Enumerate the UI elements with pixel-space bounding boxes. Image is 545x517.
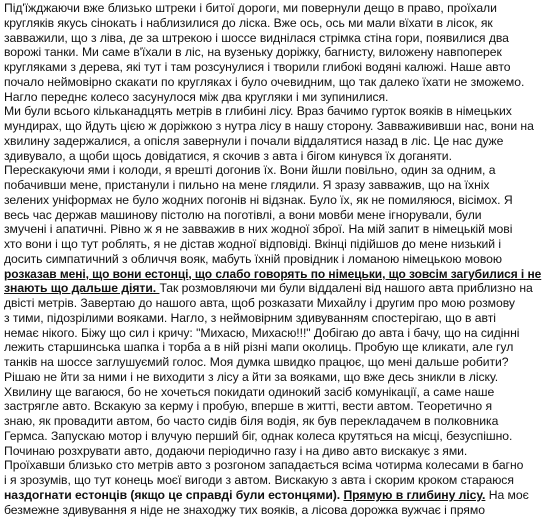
text-line	[4, 163, 541, 178]
text-line	[4, 267, 541, 282]
text-run: Хвилину ще вагаюся, бо не хочеться покидати одинокий засіб комунікації, а саме наше	[4, 385, 494, 399]
text-line	[4, 355, 541, 370]
text-line	[4, 399, 541, 414]
text-line	[4, 75, 541, 90]
text-line	[4, 45, 541, 60]
text-line	[4, 414, 541, 429]
text-line	[4, 473, 541, 488]
text-run: весь час держав машинову пістолю на поготівлі, а вони мовби мене ігнорували, були	[4, 208, 482, 222]
text-run: змучені і апатичні. Рівно ж я не завважив в них жодної зброї. На мій запит в німецькій мові	[4, 222, 512, 236]
text-run: Прямую в глибину лісу.	[343, 488, 485, 502]
text-line	[4, 237, 541, 252]
text-line	[4, 208, 541, 223]
text-line	[4, 281, 541, 296]
text-run: і я зрозумів, що тут конець моєї вигоди з автом. Вискакую з авта і скорим кроком стараюся	[4, 473, 514, 487]
text-line	[4, 311, 541, 326]
text-run: почало неймовірно скакати по кругляках і було очевидним, що так далеко їхати не зможемо.	[4, 75, 524, 89]
text-run: побачивши мене, пристанули і пильно на мене глядили. Я зразу завважив, що на їхніх	[4, 178, 489, 192]
text-run: Перескакуючи ями і колоди, я врешті догонив їх. Вони йшли повільно, один за одним, а	[4, 163, 495, 177]
text-run: кругляків якусь сінокать і наблизилися до ліска. Вже ось, ось ми мали вїхати в лісок, як	[4, 16, 493, 30]
text-run: застрягле авто. Вскакую за керму і пробую, вперше в житті, вести автом. Теоретично я	[4, 399, 492, 413]
text-line	[4, 503, 541, 517]
text-run: ворожі танки. Ми саме в'їхали в ліс, на вузеньку доріжку, багнисту, виложену навпоперек	[4, 45, 502, 59]
text-line	[4, 429, 541, 444]
text-run: двісті метрів. Завертаю до нашого авта, щоб розказати Михайлу і другим про мою розмову	[4, 296, 515, 310]
text-run: Рішаю не йти за ними і не виходити з лісу а йти за вояками, що вже десь зникли в ліску.	[4, 370, 498, 384]
text-run: Нагло переднє колесо засунулося між два кругляки і ми зупинилися.	[4, 90, 388, 104]
text-line	[4, 104, 541, 119]
text-run: Під'їжджаючи вже близько штреки і битої дороги, ми повернули дещо в право, проїхали	[4, 1, 497, 15]
text-run: Починаю розхрувати авто, додаючи періодично газу і на диво авто вискакує з ями.	[4, 444, 467, 458]
text-line	[4, 193, 541, 208]
text-run: зелених уніформах не було жодних погонів ні відзнак. Було їх, як не помиляюся, вісімох. Я	[4, 193, 513, 207]
text-run: Гермса. Запускаю мотор і влучую перший біг, однак колеса крутяться на місці, безуспішно.	[4, 429, 512, 443]
text-line	[4, 385, 541, 400]
text-line	[4, 31, 541, 46]
text-run: немає нікого. Біжу що сил і кричу: "Михасю, Михасю!!!" Добігаю до авта і бачу, що на сидінні	[4, 326, 519, 340]
text-line	[4, 16, 541, 31]
text-line	[4, 134, 541, 149]
text-line	[4, 178, 541, 193]
text-line	[4, 488, 541, 503]
text-run: хвилину задержалися, а опісля завернули і почали віддалятися назад в ліс. Це нас дуже	[4, 134, 503, 148]
text-run: танків на шоссе заглушуємий голос. Моя думка швидко працює, що мені дальше робити?	[4, 355, 509, 369]
text-line	[4, 252, 541, 267]
text-line	[4, 1, 541, 16]
text-run: наздогнати естонців (якщо це справді були естонцями).	[4, 488, 343, 502]
text-line	[4, 326, 541, 341]
text-line	[4, 296, 541, 311]
text-run: здивувало, а щоби щось довідатися, я скочив з авта і бігом кинувся їх доганяти.	[4, 149, 452, 163]
text-run: безмежне здивування я ніде не знаходжу тих вояків, а лісова дорожка вужчає і прямо	[4, 503, 485, 517]
text-run: досить симпатичний з обличчя вояк, мабуть їхній провідник і ломаною німецькою мовою	[4, 252, 502, 266]
text-run: завважили, що з ліва, де за штрекою і шоссе виднілася стрімка стіна гори, появилися два	[4, 31, 509, 45]
text-run: мундирах, що йдуть цією ж доріжкою з нутра лісу в нашу сторону. Завважививши нас, вони на	[4, 119, 534, 133]
text-line	[4, 90, 541, 105]
text-line	[4, 222, 541, 237]
text-run: Ми були всього кільканадцять метрів в глибині лісу. Враз бачимо гурток вояків в німецьких	[4, 104, 512, 118]
text-line	[4, 370, 541, 385]
text-run: розказав мені, що вони естонці, що слабо говорять по німецьки, що зовсім загубилися і не	[4, 267, 541, 281]
text-line	[4, 60, 541, 75]
text-run: лежить старшинська шапка і торба а в ній різні мапи околиць. Пробую ще кликати, але гул	[4, 340, 513, 354]
text-line	[4, 444, 541, 459]
text-run: На моє	[485, 488, 528, 502]
text-line	[4, 340, 541, 355]
text-run: з тими, підозрілими вояками. Нагло, з неймовірним здивуванням спостерігаю, що в авті	[4, 311, 496, 325]
text-run: Так розмовляючи ми були віддалені від нашого авта приблизно на	[159, 281, 532, 295]
text-line	[4, 119, 541, 134]
text-run: знаю, як провадити автом, бо часто сидів біля водія, як був перекладачем в полковника	[4, 414, 498, 428]
text-run: Проїхавши близько сто метрів авто з розгоном западається всіма чотирма колесами в багно	[4, 458, 523, 472]
text-line	[4, 458, 541, 473]
text-run: кругляками з дерева, які тут і там розсунулися і творили глибокі водяні калюжі. Наше авто	[4, 60, 510, 74]
text-line	[4, 149, 541, 164]
text-run: знають що дальше діяти.	[4, 281, 159, 295]
text-run: хто вони і що тут роблять, я не дістав жодної відповіді. Вкінці підійшов до мене низький і	[4, 237, 501, 251]
